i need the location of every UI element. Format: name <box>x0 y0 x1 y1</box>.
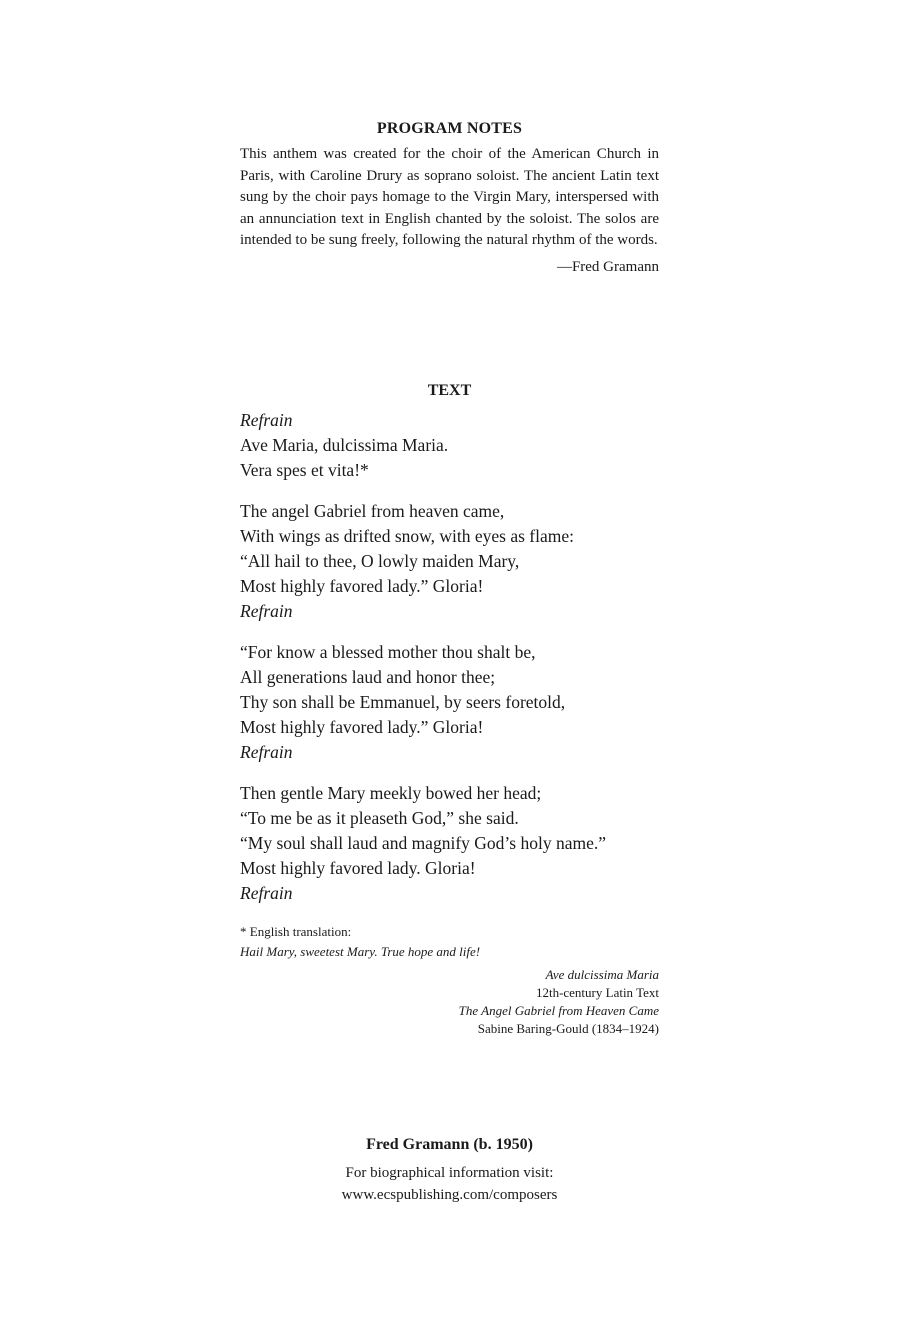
text-credits <box>240 966 659 1038</box>
program-notes-heading: PROGRAM NOTES <box>376 120 523 137</box>
refrain-stanza <box>240 408 659 483</box>
program-notes-signature: —Fred Gramann <box>556 258 659 275</box>
stanza-line: “My soul shall laud and magnify God’s holy name.” <box>240 833 606 853</box>
stanza-refrain-label: Refrain <box>240 742 293 762</box>
translation-footnote <box>240 922 659 962</box>
stanza-line: Most highly favored lady.” Gloria! <box>240 576 484 596</box>
stanza-line: “For know a blessed mother thou shalt be, <box>240 642 536 662</box>
stanza-line: “All hail to thee, O lowly maiden Mary, <box>240 551 520 571</box>
stanza-2 <box>240 640 659 765</box>
footnote-label: * English translation: <box>240 924 352 939</box>
composer-info-line: For biographical information visit: <box>345 1165 554 1181</box>
stanza-3 <box>240 781 659 906</box>
stanza-line: With wings as drifted snow, with eyes as flame: <box>240 526 574 546</box>
stanza-refrain-label: Refrain <box>240 883 293 903</box>
text-section <box>240 382 659 1038</box>
stanza-refrain-label: Refrain <box>240 601 293 621</box>
composer-url: www.ecspublishing.com/composers <box>341 1187 558 1203</box>
stanza-line: “To me be as it pleaseth God,” she said. <box>240 808 519 828</box>
credit-latin-title: Ave dulcissima Maria <box>545 967 659 982</box>
stanza-1 <box>240 499 659 624</box>
stanza-line: Most highly favored lady.” Gloria! <box>240 717 484 737</box>
stanza-line: Then gentle Mary meekly bowed her head; <box>240 783 542 803</box>
credit-english-title: The Angel Gabriel from Heaven Came <box>458 1003 659 1018</box>
credit-english-author: Sabine Baring-Gould (1834–1924) <box>477 1021 659 1036</box>
program-notes-section <box>240 120 659 276</box>
stanza-line: Thy son shall be Emmanuel, by seers foretold, <box>240 692 566 712</box>
composer-section <box>240 1136 659 1206</box>
text-heading: TEXT <box>427 382 472 399</box>
program-notes-body: This anthem was created for the choir of the American Church in Paris, with Caroline Drury as soprano soloist. The ancient Latin text sung by the choir pays homage to the Virgin Mary, interspersed with an annunciation text in English chanted by the soloist. The solos are intended to be sung freely, following the natural rhythm of the words. <box>240 146 659 249</box>
refrain-label: Refrain <box>240 410 293 430</box>
credit-latin-source: 12th-century Latin Text <box>535 985 659 1000</box>
stanza-line: Most highly favored lady. Gloria! <box>240 858 476 878</box>
stanza-line: All generations laud and honor thee; <box>240 667 496 687</box>
stanza-line: The angel Gabriel from heaven came, <box>240 501 505 521</box>
composer-name: Fred Gramann (b. 1950) <box>366 1136 533 1153</box>
refrain-line: Ave Maria, dulcissima Maria. <box>240 435 449 455</box>
footnote-translation: Hail Mary, sweetest Mary. True hope and life! <box>240 944 481 959</box>
refrain-line: Vera spes et vita!* <box>240 460 369 480</box>
